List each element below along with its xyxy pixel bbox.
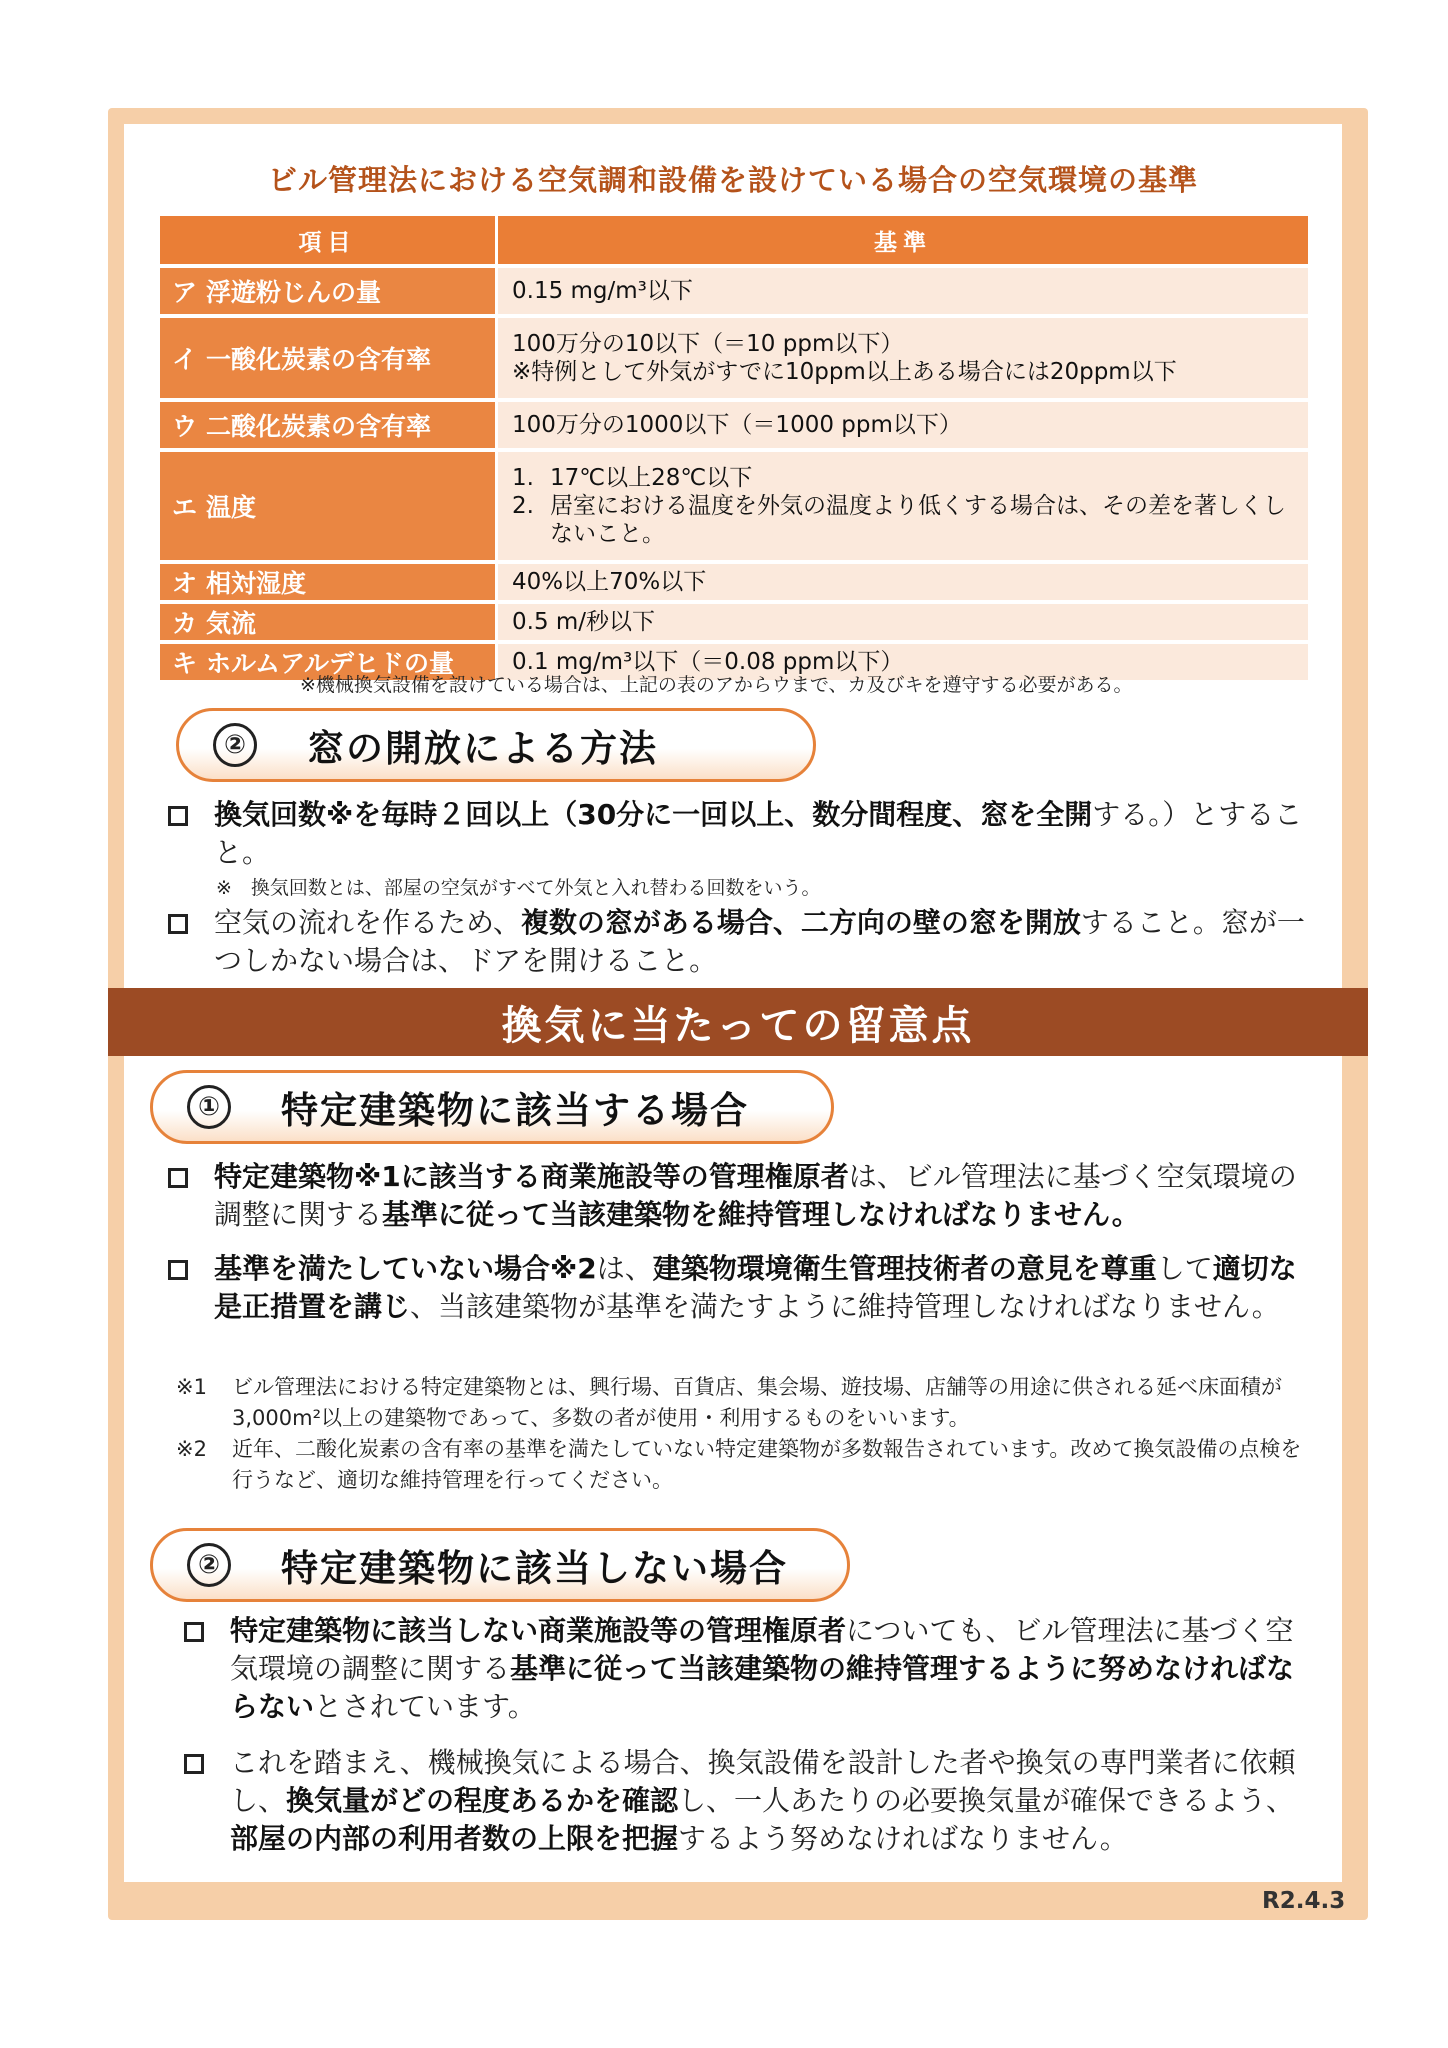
row-item: ア 浮遊粉じんの量 (160, 268, 498, 314)
paragraph-specific-2: 基準を満たしていない場合※2は、建築物環境衛生管理技術者の意見を尊重して適切な是正措置を講じ、当該建築物が基準を満たすように維持管理しなければなりません。 (168, 1250, 1318, 1326)
row-value: 40%以上70%以下 (498, 564, 1308, 600)
table-row (160, 318, 1308, 398)
table-title: ビル管理法における空気調和設備を設けている場合の空気環境の基準 (267, 163, 1198, 197)
table-header-row (160, 216, 1308, 264)
section-number: ② (213, 723, 257, 767)
checkbox-bullet-icon (184, 1622, 204, 1642)
air-standard-table (160, 212, 1308, 684)
row-item: オ 相対湿度 (160, 564, 498, 600)
version-label: R2.4.3 (1262, 1888, 1346, 1914)
paragraph-window-1: 換気回数※を毎時２回以上（30分に一回以上、数分間程度、窓を全開する。）とすること。 (168, 796, 1318, 872)
row-value: 0.5 m/秒以下 (498, 604, 1308, 640)
section-number: ② (187, 1543, 231, 1587)
section-title: 特定建築物に該当しない場合 (281, 1547, 788, 1590)
table-row (160, 452, 1308, 560)
paragraph-nonspecific-1: 特定建築物に該当しない商業施設等の管理権原者についても、ビル管理法に基づく空気環境の調整に関する基準に従って当該建築物の維持管理するように努めなければならないとされています。 (184, 1612, 1320, 1726)
paragraph-specific-1: 特定建築物※1に該当する商業施設等の管理権原者は、ビル管理法に基づく空気環境の調整に関する基準に従って当該建築物を維持管理しなければなりません。 (168, 1158, 1318, 1234)
specific-footnotes (176, 1372, 1316, 1496)
checkbox-bullet-icon (168, 806, 188, 826)
paragraph-nonspecific-2: これを踏まえ、機械換気による場合、換気設備を設計した者や換気の専門業者に依頼し、換気量がどの程度あるかを確認し、一人あたりの必要換気量が確保できるよう、部屋の内部の利用者数の上限を把握するよう努めなければなりません。 (184, 1744, 1320, 1858)
section-title: 窓の開放による方法 (307, 727, 658, 770)
table-row (160, 564, 1308, 600)
table-row (160, 402, 1308, 448)
table-note: ※機械換気設備を設けている場合は、上記の表のアからウまで、カ及びキを遵守する必要がある。 (300, 674, 1133, 696)
row-value: 100万分の10以下（＝10 ppm以下） ※特例として外気がすでに10ppm以上ある場合には20ppm以下 (498, 318, 1308, 398)
checkbox-bullet-icon (168, 1260, 188, 1280)
section-banner: 換気に当たっての留意点 (108, 988, 1368, 1056)
row-value: 1. 17℃以上28℃以下 2. 居室における温度を外気の温度より低くする場合は、その差を著しくしないこと。 (498, 452, 1308, 560)
window-footnote: ※ 換気回数とは、部屋の空気がすべて外気と入れ替わる回数をいう。 (216, 877, 821, 899)
row-item: エ 温度 (160, 452, 498, 560)
paragraph-window-2: 空気の流れを作るため、複数の窓がある場合、二方向の壁の窓を開放すること。窓が一つしかない場合は、ドアを開けること。 (168, 904, 1318, 980)
checkbox-bullet-icon (168, 914, 188, 934)
section-heading-window (176, 708, 816, 782)
header-standard: 基準 (498, 216, 1308, 264)
row-value: 0.1 mg/m³以下（＝0.08 ppm以下） (498, 644, 1308, 680)
section-title: 特定建築物に該当する場合 (281, 1089, 749, 1132)
section-number: ① (187, 1085, 231, 1129)
row-item: ウ 二酸化炭素の含有率 (160, 402, 498, 448)
checkbox-bullet-icon (184, 1754, 204, 1774)
row-item: キ ホルムアルデヒドの量 (160, 644, 498, 680)
table-row (160, 268, 1308, 314)
footnote-2: ※2 近年、二酸化炭素の含有率の基準を満たしていない特定建築物が多数報告されています。改めて換気設備の点検を行うなど、適切な維持管理を行ってください。 (176, 1437, 1302, 1492)
row-value: 0.15 mg/m³以下 (498, 268, 1308, 314)
section-heading-specific (150, 1070, 834, 1144)
row-value: 100万分の1000以下（＝1000 ppm以下） (498, 402, 1308, 448)
header-item: 項目 (160, 216, 498, 264)
table-row (160, 604, 1308, 640)
section-heading-nonspecific (150, 1528, 850, 1602)
row-item: イ 一酸化炭素の含有率 (160, 318, 498, 398)
checkbox-bullet-icon (168, 1168, 188, 1188)
footnote-1: ※1 ビル管理法における特定建築物とは、興行場、百貨店、集会場、遊技場、店舗等の用途に供される延べ床面積が3,000m²以上の建築物であって、多数の者が使用・利用するものをいいます。 (176, 1375, 1282, 1430)
row-item: カ 気流 (160, 604, 498, 640)
